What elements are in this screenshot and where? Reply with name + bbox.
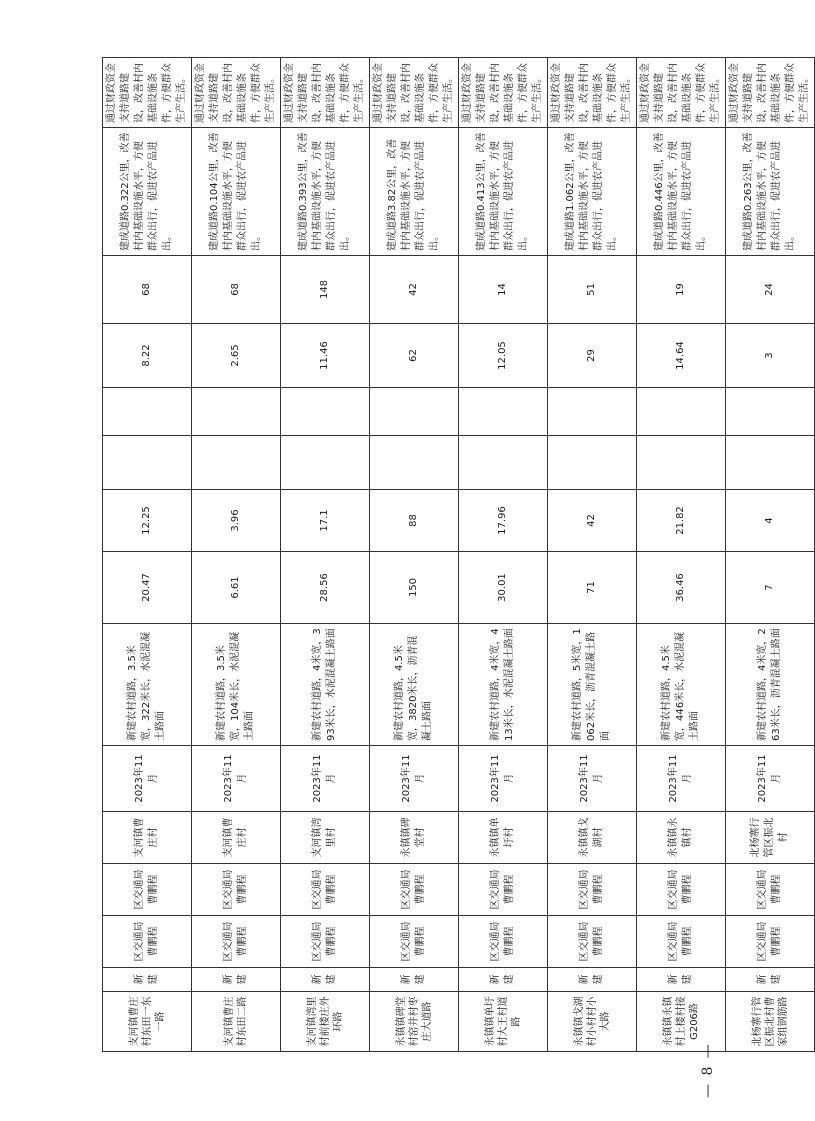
cell-responsible-unit: 区交通局曹鹏程: [548, 916, 637, 968]
cell-completion-date: 2023年11月: [103, 746, 192, 812]
cell-construction-type: 新建: [370, 968, 459, 992]
cell-location: 永镇镇单圩村: [459, 812, 548, 864]
cell-construction-type: 新建: [637, 968, 726, 992]
cell-fund-b: [370, 436, 459, 490]
table-row: [370, 58, 459, 1052]
cell-total-investment: 6.61: [192, 552, 281, 624]
cell-completion-date: 2023年11月: [370, 746, 459, 812]
cell-fund-d: 29: [548, 324, 637, 388]
cell-fund-a: 21.82: [637, 490, 726, 552]
cell-completion-date: 2023年11月: [637, 746, 726, 812]
table-row: [726, 58, 815, 1052]
cell-fund-b: [281, 436, 370, 490]
cell-performance-goal: 建成道路1.062公里，改善村内基础设施水平，方便群众出行，促进农产品进出。: [548, 128, 637, 256]
cell-construction-content: 新建农村道路，4米宽，393米长，水泥混凝土路面: [281, 624, 370, 746]
cell-project-name: 支河镇湾里村前楼庄外环路: [281, 992, 370, 1052]
cell-fund-a: 17.96: [459, 490, 548, 552]
cell-fund-b: [459, 436, 548, 490]
cell-fund-c: [459, 388, 548, 436]
table-row: [192, 58, 281, 1052]
cell-responsible-unit: 区交通局曹鹏程: [281, 916, 370, 968]
cell-benefit-mechanism: 通过财政资金支持道路建设，改善村内基础设施条件，方便群众生产生活。: [548, 58, 637, 128]
cell-construction-type: 新建: [281, 968, 370, 992]
cell-implementing-unit: 区交通局曹鹏程: [459, 864, 548, 916]
cell-total-investment: 28.56: [281, 552, 370, 624]
cell-construction-content: 新建农村道路，3.5米宽，104米长，水泥混凝土路面: [192, 624, 281, 746]
cell-benefit-mechanism: 通过财政资金支持道路建设，改善村内基础设施条件，方便群众生产生活。: [726, 58, 815, 128]
cell-completion-date: 2023年11月: [192, 746, 281, 812]
cell-beneficiaries: 148: [281, 256, 370, 324]
cell-beneficiaries: 14: [459, 256, 548, 324]
cell-implementing-unit: 区交通局曹鹏程: [726, 864, 815, 916]
cell-total-investment: 71: [548, 552, 637, 624]
cell-construction-content: 新建农村道路，5米宽，1062米长，沥青混凝土路面: [548, 624, 637, 746]
cell-fund-a: 88: [370, 490, 459, 552]
cell-fund-c: [370, 388, 459, 436]
cell-beneficiaries: 68: [103, 256, 192, 324]
cell-performance-goal: 建成道路0.322公里，改善村内基础设施水平，方便群众出行，促进农产品进出。: [103, 128, 192, 256]
cell-performance-goal: 建成道路3.82公里，改善村内基础设施水平，方便群众出行，促进农产品进出。: [370, 128, 459, 256]
cell-implementing-unit: 区交通局曹鹏程: [103, 864, 192, 916]
cell-fund-c: [281, 388, 370, 436]
cell-location: 永镇镇碑堂村: [370, 812, 459, 864]
cell-fund-d: 3: [726, 324, 815, 388]
cell-responsible-unit: 区交通局曹鹏程: [459, 916, 548, 968]
cell-construction-type: 新建: [548, 968, 637, 992]
cell-responsible-unit: 区交通局曹鹏程: [637, 916, 726, 968]
cell-fund-c: [726, 388, 815, 436]
cell-project-name: 永镇镇戈湖村小村村小大路: [548, 992, 637, 1052]
cell-fund-a: 3.96: [192, 490, 281, 552]
cell-fund-d: 8.22: [103, 324, 192, 388]
cell-construction-type: 新建: [459, 968, 548, 992]
cell-beneficiaries: 19: [637, 256, 726, 324]
cell-benefit-mechanism: 通过财政资金支持道路建设，改善村内基础设施条件，方便群众生产生活。: [637, 58, 726, 128]
cell-fund-b: [548, 436, 637, 490]
cell-project-name: 永镇镇单圩村大王村道路: [459, 992, 548, 1052]
cell-fund-d: 2.65: [192, 324, 281, 388]
cell-fund-a: 12.25: [103, 490, 192, 552]
cell-project-name: 支河镇曹庄村东田二路: [192, 992, 281, 1052]
cell-beneficiaries: 51: [548, 256, 637, 324]
cell-location: 支河镇曹庄村: [192, 812, 281, 864]
cell-implementing-unit: 区交通局曹鹏程: [637, 864, 726, 916]
cell-total-investment: 7: [726, 552, 815, 624]
cell-fund-a: 17.1: [281, 490, 370, 552]
cell-total-investment: 20.47: [103, 552, 192, 624]
cell-implementing-unit: 区交通局曹鹏程: [548, 864, 637, 916]
cell-total-investment: 150: [370, 552, 459, 624]
cell-fund-c: [103, 388, 192, 436]
cell-construction-type: 新建: [726, 968, 815, 992]
cell-fund-b: [103, 436, 192, 490]
cell-benefit-mechanism: 通过财政资金支持道路建设，改善村内基础设施条件，方便群众生产生活。: [192, 58, 281, 128]
cell-performance-goal: 建成道路0.446公里，改善村内基础设施水平，方便群众出行，促进农产品进出。: [637, 128, 726, 256]
cell-construction-content: 新建农村道路，4米宽，413米长，水泥混凝土路面: [459, 624, 548, 746]
cell-fund-c: [548, 388, 637, 436]
cell-project-name: 永镇镇永镇村上楼村接G206路: [637, 992, 726, 1052]
cell-construction-content: 新建农村道路，4米宽，263米长，沥青混凝土路面: [726, 624, 815, 746]
cell-fund-a: 42: [548, 490, 637, 552]
table-body: [103, 58, 815, 1052]
cell-implementing-unit: 区交通局曹鹏程: [370, 864, 459, 916]
cell-fund-d: 12.05: [459, 324, 548, 388]
cell-fund-d: 14.64: [637, 324, 726, 388]
cell-implementing-unit: 区交通局曹鹏程: [281, 864, 370, 916]
cell-completion-date: 2023年11月: [548, 746, 637, 812]
cell-beneficiaries: 42: [370, 256, 459, 324]
table-row: [281, 58, 370, 1052]
cell-benefit-mechanism: 通过财政资金支持道路建设，改善村内基础设施条件，方便群众生产生活。: [103, 58, 192, 128]
cell-performance-goal: 建成道路0.393公里，改善村内基础设施水平，方便群众出行，促进农产品进出。: [281, 128, 370, 256]
cell-fund-c: [637, 388, 726, 436]
cell-total-investment: 36.46: [637, 552, 726, 624]
cell-construction-content: 新建农村道路，4.5米宽，3820米长，沥青混凝土路面: [370, 624, 459, 746]
rotated-table-sheet: [102, 58, 810, 1052]
page-number: — 8 —: [700, 1042, 716, 1098]
cell-beneficiaries: 68: [192, 256, 281, 324]
cell-completion-date: 2023年11月: [459, 746, 548, 812]
cell-performance-goal: 建成道路0.263公里，改善村内基础设施水平，方便群众出行，促进农产品进出。: [726, 128, 815, 256]
cell-performance-goal: 建成道路0.413公里，改善村内基础设施水平，方便群众出行，促进农产品进出。: [459, 128, 548, 256]
cell-benefit-mechanism: 通过财政资金支持道路建设，改善村内基础设施条件，方便群众生产生活。: [281, 58, 370, 128]
cell-benefit-mechanism: 通过财政资金支持道路建设，改善村内基础设施条件，方便群众生产生活。: [459, 58, 548, 128]
cell-fund-b: [192, 436, 281, 490]
cell-location: 永镇镇戈湖村: [548, 812, 637, 864]
table-row: [103, 58, 192, 1052]
cell-fund-b: [726, 436, 815, 490]
project-table: [102, 57, 815, 1052]
cell-project-name: 北杨寨行管区振北村曹家组钢筋路: [726, 992, 815, 1052]
table-row: [637, 58, 726, 1052]
cell-location: 永镇镇永镇村: [637, 812, 726, 864]
cell-project-name: 永镇镇碑堂村窑井村枣庄大道路: [370, 992, 459, 1052]
cell-construction-type: 新建: [103, 968, 192, 992]
cell-responsible-unit: 区交通局曹鹏程: [726, 916, 815, 968]
cell-fund-c: [192, 388, 281, 436]
cell-construction-content: 新建农村道路，3.5米宽，322米长，水泥混凝土路面: [103, 624, 192, 746]
table-row: [548, 58, 637, 1052]
cell-completion-date: 2023年11月: [726, 746, 815, 812]
cell-beneficiaries: 24: [726, 256, 815, 324]
cell-location: 支河镇湾里村: [281, 812, 370, 864]
cell-construction-type: 新建: [192, 968, 281, 992]
cell-location: 北杨寨行管区振北村: [726, 812, 815, 864]
cell-completion-date: 2023年11月: [281, 746, 370, 812]
cell-responsible-unit: 区交通局曹鹏程: [103, 916, 192, 968]
cell-project-name: 支河镇曹庄村东田一东一路: [103, 992, 192, 1052]
cell-responsible-unit: 区交通局曹鹏程: [370, 916, 459, 968]
cell-location: 支河镇曹庄村: [103, 812, 192, 864]
table-row: [459, 58, 548, 1052]
cell-fund-b: [637, 436, 726, 490]
cell-implementing-unit: 区交通局曹鹏程: [192, 864, 281, 916]
cell-fund-a: 4: [726, 490, 815, 552]
cell-performance-goal: 建成道路0.104公里，改善村内基础设施水平，方便群众出行，促进农产品进出。: [192, 128, 281, 256]
cell-responsible-unit: 区交通局曹鹏程: [192, 916, 281, 968]
cell-total-investment: 30.01: [459, 552, 548, 624]
cell-construction-content: 新建农村道路，4.5米宽，446米长，水泥混凝土路面: [637, 624, 726, 746]
cell-benefit-mechanism: 通过财政资金支持道路建设，改善村内基础设施条件，方便群众生产生活。: [370, 58, 459, 128]
cell-fund-d: 11.46: [281, 324, 370, 388]
cell-fund-d: 62: [370, 324, 459, 388]
